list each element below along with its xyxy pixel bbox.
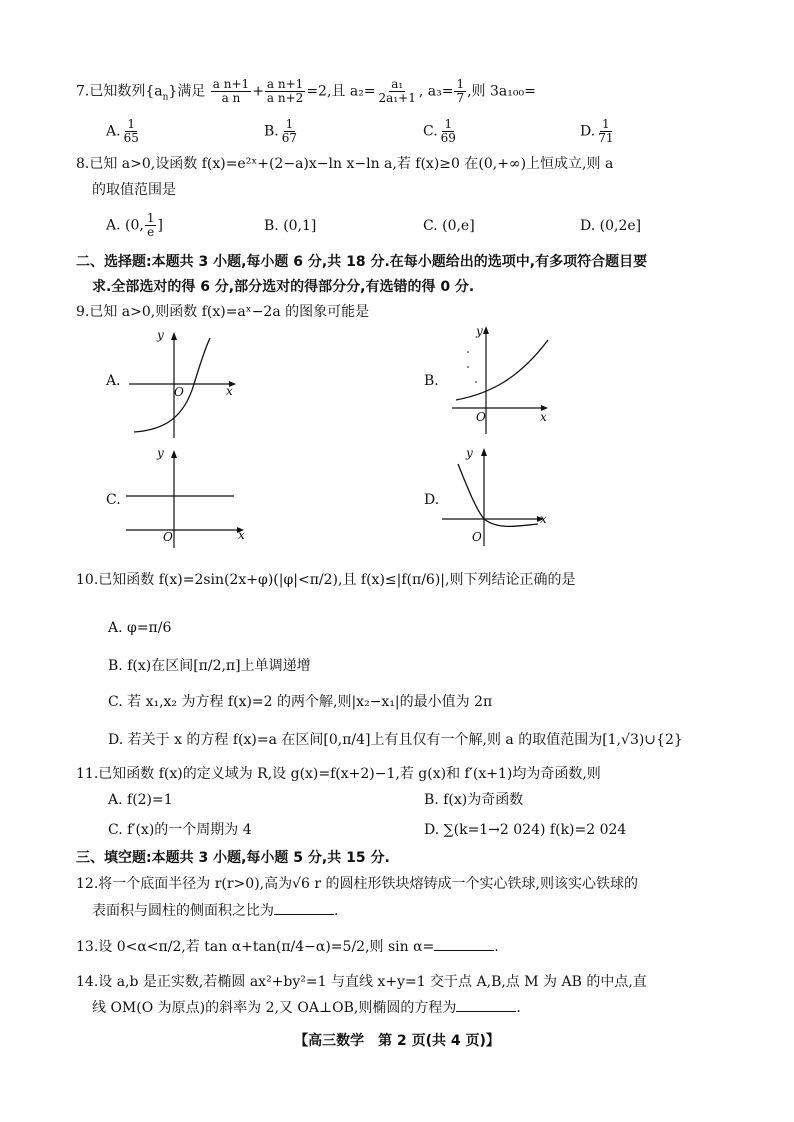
q9-d-y-label: y <box>466 446 473 460</box>
page-footer: 【高三数学 第 2 页(共 4 页)】 <box>294 1033 500 1049</box>
q7-option-c: C. $\frac{1}{69}$ <box>423 117 456 145</box>
q9-a-origin-label: O <box>174 385 184 399</box>
section3-heading: 三、填空题:本题共 3 小题,每小题 5 分,共 15 分. <box>76 850 390 866</box>
section2-heading-cont: 求.全部选对的得 6 分,部分选对的得部分分,有选错的得 0 分. <box>92 279 475 295</box>
q10-stem: 10.已知函数 f(x)=2sin(2x+φ)(|φ|<π/2),且 f(x)≤|f(π/6)|,则下列结论正确的是 <box>76 572 576 588</box>
q9-label-d: D. <box>424 492 440 508</box>
q11-option-b: B. f(x)为奇函数 <box>424 792 524 808</box>
q8-option-b: B. (0,1] <box>264 218 317 234</box>
q9-d-origin-label: O <box>472 530 482 544</box>
q9-label-c: C. <box>106 492 121 508</box>
q9-c-origin-label: O <box>163 530 173 544</box>
q7-option-d: D. $\frac{1}{71}$ <box>580 117 614 145</box>
q8-line2: 的取值范围是 <box>92 182 176 198</box>
q8-option-d: D. (0,2e] <box>580 218 642 234</box>
q9-stem: 9.已知 a>0,则函数 f(x)=aˣ−2a 的图象可能是 <box>76 304 370 320</box>
q10-option-d: D. 若关于 x 的方程 f(x)=a 在区间[0,π/4]上有且仅有一个解,则 a 的取值范围为[1,√3)∪{2} <box>108 732 683 748</box>
q9-graph-d <box>438 444 553 549</box>
q9-label-a: A. <box>106 373 121 389</box>
section2-heading: 二、选择题:本题共 3 小题,每小题 6 分,共 18 分.在每小题给出的选项中,有多项符合题目要 <box>76 254 648 270</box>
q11-option-d: D. ∑(k=1→2 024) f(k)=2 024 <box>424 822 627 838</box>
q8-option-a: A. (0, $\frac{1}{e}$ ] <box>106 211 163 239</box>
q11-option-c: C. f′(x)的一个周期为 4 <box>108 822 252 838</box>
q9-c-y-label: y <box>157 446 164 460</box>
q7-option-a: A. $\frac{1}{65}$ <box>106 117 139 145</box>
q7-stem: 7.已知数列$\{a_n\}$满足 $\frac{\text{a n+1}}{\text{a n}}$ + $\frac{\text{a n+1}}{\text{a n+2}}$ =2,且 a₂= $\frac{\text{a₁}}{\text{2a₁+1}}$ , a₃= $\frac{1}{7}$ ,则 3a₁₀₀= <box>76 77 536 105</box>
q10-option-a: A. φ=π/6 <box>108 620 172 636</box>
q14-line1: 14.设 a,b 是正实数,若椭圆 ax²+by²=1 与直线 x+y=1 交于点 A,B,点 M 为 AB 的中点,直 <box>76 974 647 990</box>
q13-stem: 13.设 0<α<π/2,若 tan α+tan(π/4−α)=5/2,则 sin α= . <box>76 936 499 957</box>
q13-answer-blank[interactable] <box>434 936 494 951</box>
q11-stem: 11.已知函数 f(x)的定义域为 R,设 g(x)=f(x+2)−1,若 g(x)和 f′(x+1)均为奇函数,则 <box>76 766 601 782</box>
q11-option-a: A. f(2)=1 <box>108 792 173 808</box>
q14-answer-blank[interactable] <box>456 997 516 1012</box>
q12-answer-blank[interactable] <box>274 900 334 915</box>
q9-b-x-label: x <box>540 410 547 424</box>
q9-b-origin-label: O <box>476 410 486 424</box>
q10-option-b: B. f(x)在区间[π/2,π]上单调递增 <box>108 658 311 674</box>
q9-label-b: B. <box>424 373 439 389</box>
q10-option-c: C. 若 x₁,x₂ 为方程 f(x)=2 的两个解,则|x₂−x₁|的最小值为 2π <box>108 694 493 710</box>
q9-a-x-label: x <box>226 384 233 398</box>
q12-line1: 12.将一个底面半径为 r(r>0),高为√6 r 的圆柱形铁块熔铸成一个实心铁球,则该实心铁球的 <box>76 876 638 892</box>
q8-line1: 8.已知 a>0,设函数 f(x)=e²ˣ+(2−a)x−ln x−ln a,若 f(x)≥0 在(0,+∞)上恒成立,则 a <box>76 156 614 172</box>
q9-d-x-label: x <box>540 512 547 526</box>
q12-line2: 表面积与圆柱的侧面积之比为 . <box>92 900 338 921</box>
q9-b-y-label: y <box>476 324 483 338</box>
q7-option-b: B. $\frac{1}{67}$ <box>264 117 298 145</box>
q14-line2: 线 OM(O 为原点)的斜率为 2,又 OA⊥OB,则椭圆的方程为 . <box>92 997 521 1018</box>
q9-c-x-label: x <box>238 528 245 542</box>
q9-a-y-label: y <box>157 328 164 342</box>
q8-option-c: C. (0,e] <box>423 218 475 234</box>
q9-graph-c <box>124 444 254 549</box>
